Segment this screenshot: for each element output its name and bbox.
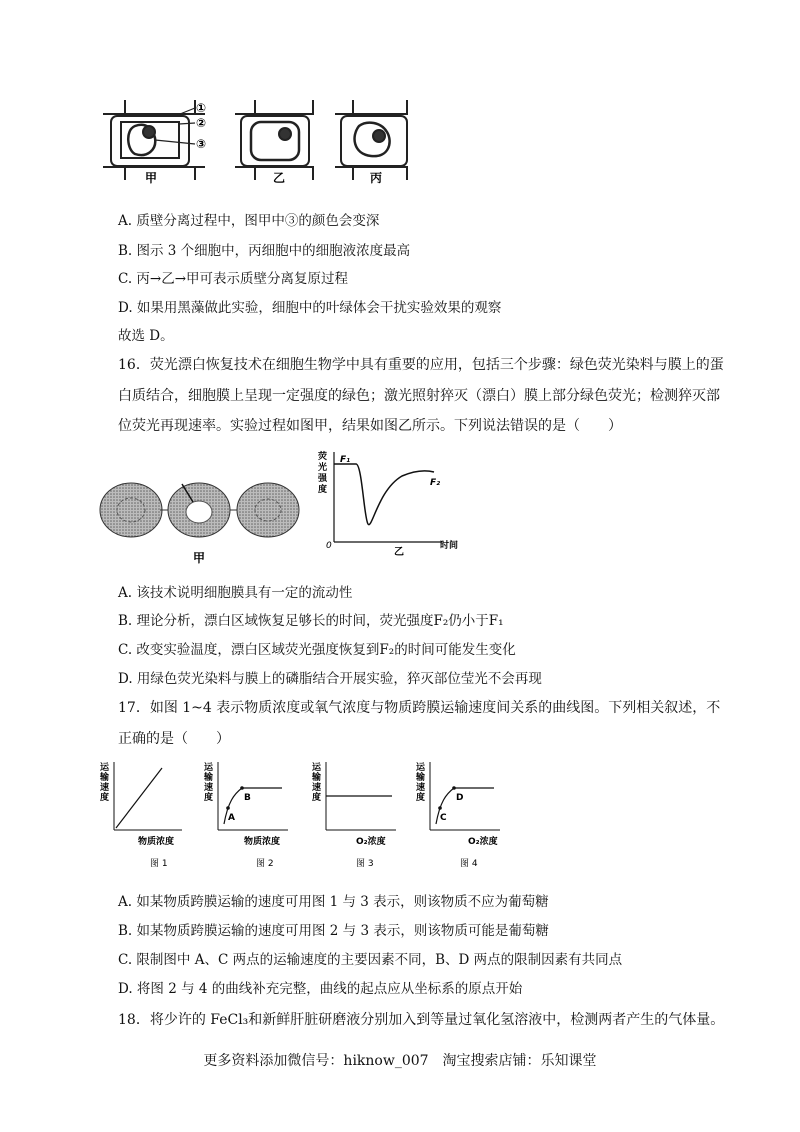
q16-option-d: D. 用绿色荧光染料与膜上的磷脂结合开展实验，猝灭部位莹光不会再现 [118, 671, 542, 687]
graph-2 [203, 761, 288, 869]
svg-text:度: 度 [100, 793, 110, 803]
svg-text:度: 度 [416, 793, 426, 803]
q15-option-a: A. 质壁分离过程中，图甲中③的颜色会变深 [118, 213, 380, 229]
svg-text:速: 速 [204, 783, 214, 793]
cell-bing [335, 100, 407, 180]
fluorescence-graph [312, 448, 472, 558]
point-d: D [456, 793, 464, 803]
svg-text:O₂浓度: O₂浓度 [468, 837, 498, 847]
svg-text:运: 运 [416, 763, 426, 773]
q17-option-d: D. 将图 2 与 4 的曲线补充完整，曲线的起点应从坐标系的原点开始 [118, 981, 523, 997]
svg-text:图 2: 图 2 [256, 859, 274, 869]
q16-line-1: 16．荧光漂白恢复技术在细胞生物学中具有重要的应用，包括三个步骤：绿色荧光染料与膜上的蛋 [118, 357, 724, 373]
q17-option-b: B. 如某物质跨膜运输的速度可用图 2 与 3 表示，则该物质可能是葡萄糖 [118, 923, 549, 939]
svg-text:度: 度 [204, 793, 214, 803]
q18-line-1: 18．将少许的 FeCl₃和新鲜肝脏研磨液分别加入到等量过氧化氢溶液中，检测两者产生的气体量。 [118, 1012, 725, 1028]
cell-jia [103, 100, 205, 180]
svg-text:输: 输 [416, 773, 426, 783]
point-b: B [244, 793, 251, 803]
svg-text:图 3: 图 3 [356, 859, 374, 869]
q15-option-b: B. 图示 3 个细胞中，丙细胞中的细胞液浓度最高 [118, 243, 411, 259]
q15-answer: 故选 D。 [118, 328, 174, 344]
fluorescence-ylabel [317, 450, 328, 495]
q17-option-c: C. 限制图中 A、C 两点的运输速度的主要因素不同，B、D 两点的限制因素有共同点 [118, 952, 623, 968]
caption-jia: 甲 [145, 171, 158, 185]
origin-label: 0 [326, 541, 332, 551]
graph-1 [99, 761, 182, 869]
caption-bing: 丙 [370, 171, 383, 185]
graph-4 [415, 761, 500, 869]
q17-line-1: 17．如图 1~4 表示物质浓度或氧气浓度与物质跨膜运输速度间关系的曲线图。下列相关叙述，不 [118, 700, 721, 716]
q15-option-c: C. 丙→乙→甲可表示质壁分离复原过程 [118, 271, 349, 287]
svg-text:速: 速 [100, 783, 110, 793]
graph-3 [311, 761, 396, 869]
q16-line-3: 位荧光再现速率。实验过程如图甲，结果如图乙所示。下列说法错误的是（ ） [118, 418, 622, 434]
svg-text:物质浓度: 物质浓度 [244, 837, 281, 847]
svg-text:强: 强 [318, 474, 328, 484]
svg-text:物质浓度: 物质浓度 [138, 837, 175, 847]
q16-line-2: 白质结合，细胞膜上呈现一定强度的绿色；激光照射猝灭（漂白）膜上部分绿色荧光；检测猝灭部 [118, 388, 720, 404]
fig16-caption-jia: 甲 [193, 551, 206, 565]
svg-text:运: 运 [100, 763, 110, 773]
svg-text:输: 输 [100, 773, 110, 783]
footer: 更多资料添加微信号：hiknow_007 淘宝搜索店铺：乐知课堂 [203, 1053, 597, 1069]
svg-text:图 4: 图 4 [460, 859, 478, 869]
cell-yi [235, 100, 313, 180]
q15-option-d: D. 如果用黑藻做此实验，细胞中的叶绿体会干扰实验效果的观察 [118, 300, 502, 316]
svg-text:度: 度 [318, 485, 328, 495]
q16-option-a: A. 该技术说明细胞膜具有一定的流动性 [118, 585, 353, 601]
point-a: A [228, 813, 235, 823]
label-3: ③ [196, 137, 207, 151]
f1-label: F₁ [340, 455, 351, 465]
q17-line-2: 正确的是（ ） [118, 731, 230, 747]
fig16-caption-yi: 乙 [394, 547, 404, 558]
svg-text:图 1: 图 1 [150, 859, 168, 869]
photobleach-figure [98, 478, 303, 568]
point-c: C [440, 813, 447, 823]
q16-option-b: B. 理论分析，漂白区域恢复足够长的时间，荧光强度F₂仍小于F₁ [118, 613, 504, 629]
label-2: ② [196, 116, 207, 130]
svg-text:运: 运 [312, 763, 322, 773]
svg-text:O₂浓度: O₂浓度 [356, 837, 386, 847]
svg-text:光: 光 [318, 463, 328, 473]
f2-label: F₂ [430, 478, 441, 488]
q16-option-c: C. 改变实验温度，漂白区域荧光强度恢复到F₂的时间可能发生变化 [118, 642, 516, 658]
svg-text:输: 输 [204, 773, 214, 783]
svg-text:速: 速 [416, 783, 426, 793]
svg-text:运: 运 [204, 763, 214, 773]
label-1: ① [196, 101, 207, 115]
q17-option-a: A. 如某物质跨膜运输的速度可用图 1 与 3 表示，则该物质不应为葡萄糖 [118, 894, 549, 910]
caption-yi: 乙 [273, 171, 286, 185]
plasmolysis-figure [95, 92, 425, 187]
svg-text:度: 度 [312, 793, 322, 803]
transport-graphs [98, 758, 538, 870]
time-label: 时间 [440, 541, 459, 551]
svg-text:荧: 荧 [318, 452, 328, 462]
svg-text:速: 速 [312, 783, 322, 793]
svg-text:输: 输 [312, 773, 322, 783]
